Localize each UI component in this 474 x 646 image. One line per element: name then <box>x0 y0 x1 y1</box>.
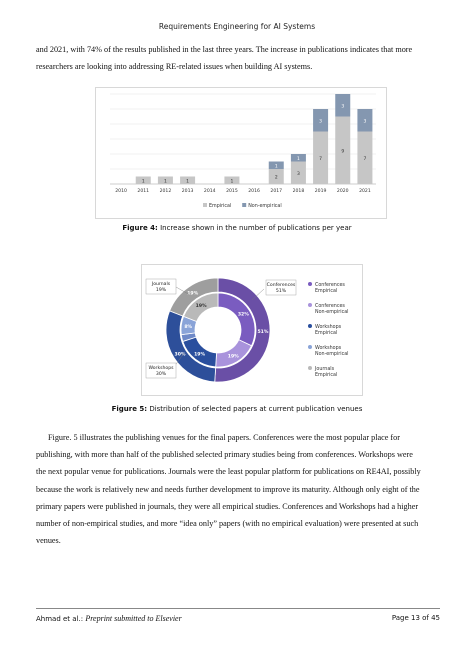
data-label: 7 <box>319 156 323 162</box>
bottom-paragraph <box>36 429 440 549</box>
data-label: 3 <box>341 104 345 110</box>
callout-venue: Journals <box>151 282 171 287</box>
donut-chart <box>142 265 362 395</box>
callout-percent: 51% <box>275 289 287 294</box>
top-paragraph <box>36 41 440 75</box>
legend-line: Workshops <box>315 325 342 330</box>
x-tick-label: 2012 <box>159 189 172 194</box>
slice-label: 19% <box>194 352 206 358</box>
callout-percent: 19% <box>155 288 167 293</box>
x-tick-label: 2021 <box>359 189 371 194</box>
data-label: 9 <box>341 149 345 155</box>
text-line: number of non-empirical studies, and more “idea only” papers (with no empirical evaluation) were presented at such <box>36 519 419 529</box>
slice-label: 30% <box>174 352 186 358</box>
x-tick-label: 2017 <box>270 189 283 194</box>
bar-chart <box>96 88 386 218</box>
x-tick-label: 2016 <box>248 189 260 194</box>
legend-line: Empirical <box>315 373 338 378</box>
callout-percent: 30% <box>155 372 167 377</box>
data-label: 1 <box>163 179 167 185</box>
legend-marker <box>308 282 312 286</box>
data-label: 3 <box>319 119 323 125</box>
x-tick-label: 2019 <box>314 189 327 194</box>
x-tick-label: 2011 <box>137 189 150 194</box>
x-tick-label: 2018 <box>292 189 305 194</box>
legend-line: Non-empirical <box>315 352 349 357</box>
slice-label: 32% <box>237 312 249 318</box>
caption-text: Distribution of selected papers at current publication venues <box>149 405 363 413</box>
figure-4-caption <box>0 224 474 232</box>
text-line: because the work is relatively new and needs further development to improve its maturity. Although only eight of the <box>36 484 420 494</box>
slice-label: 19% <box>187 291 199 297</box>
legend-label: Empirical <box>209 204 232 209</box>
legend-marker <box>308 303 312 307</box>
data-label: 3 <box>296 171 300 177</box>
data-label: 1 <box>230 179 234 185</box>
text-line: primary papers were published in journals, they were all empirical studies. Conferences and Workshops had a higher <box>36 501 419 511</box>
legend-line: Conferences <box>315 283 345 288</box>
text-line: the next popular venue for publications. Journals were the least popular platform for publications on RE4AI, possibly <box>36 467 421 477</box>
data-label: 1 <box>141 179 145 185</box>
legend-line: Empirical <box>315 331 338 336</box>
slice-label: 19% <box>195 303 207 309</box>
text-line: Figure. 5 illustrates the publishing venues for the final papers. Conferences were the most popular place for <box>48 433 400 442</box>
slice-label: 51% <box>257 330 269 336</box>
legend-line: Conferences <box>315 304 345 309</box>
text-line: publishing, with more than half of the published selected primary studies being from conferences. Workshops were <box>36 450 413 460</box>
legend-marker <box>308 345 312 349</box>
running-header: Requirements Engineering for AI Systems <box>158 22 316 31</box>
legend-label: Non-empirical <box>248 204 282 209</box>
x-tick-label: 2020 <box>336 189 349 194</box>
chart-legend <box>203 203 282 209</box>
legend-line: Workshops <box>315 346 342 351</box>
figure-5-chart <box>141 264 363 396</box>
text-line: and 2021, with 74% of the results published in the last three years. The increase in publications indicates that more <box>36 45 413 54</box>
data-label: 2 <box>274 175 278 181</box>
footer-status: Preprint submitted to Elsevier <box>85 614 182 623</box>
callout-venue: Workshops <box>148 366 174 371</box>
data-label: 3 <box>363 119 367 125</box>
figure-5-caption <box>0 405 474 413</box>
legend-line: Empirical <box>315 289 338 294</box>
caption-label: Figure 5: <box>111 405 148 413</box>
data-label: 1 <box>296 156 300 162</box>
legend-line: Journals <box>315 367 335 372</box>
text-line: researchers are looking into addressing RE-related issues when building AI systems. <box>36 62 313 72</box>
text-line: venues. <box>36 536 61 546</box>
slice-label: 8% <box>184 324 193 330</box>
legend-line: Non-empirical <box>315 310 349 315</box>
legend-swatch <box>242 203 246 207</box>
footer-rule <box>36 608 440 609</box>
x-tick-label: 2013 <box>181 189 194 194</box>
slice-label: 19% <box>227 354 239 360</box>
x-tick-label: 2015 <box>226 189 238 194</box>
caption-label: Figure 4: <box>122 224 158 232</box>
data-label: 7 <box>363 156 367 162</box>
footer-authors: Ahmad et al.: <box>36 615 84 623</box>
callout-venue: Conferences <box>266 283 296 288</box>
legend-marker <box>308 324 312 328</box>
x-tick-label: 2014 <box>203 189 216 194</box>
x-tick-label: 2010 <box>115 189 127 194</box>
figure-4-chart <box>95 87 387 219</box>
legend-marker <box>308 366 312 370</box>
data-label: 1 <box>274 164 278 170</box>
footer-page: Page 13 of 45 <box>391 614 440 622</box>
data-label: 1 <box>186 179 190 185</box>
caption-text: Increase shown in the number of publications per year <box>160 224 352 232</box>
legend-swatch <box>203 203 207 207</box>
footer-left <box>36 614 182 623</box>
